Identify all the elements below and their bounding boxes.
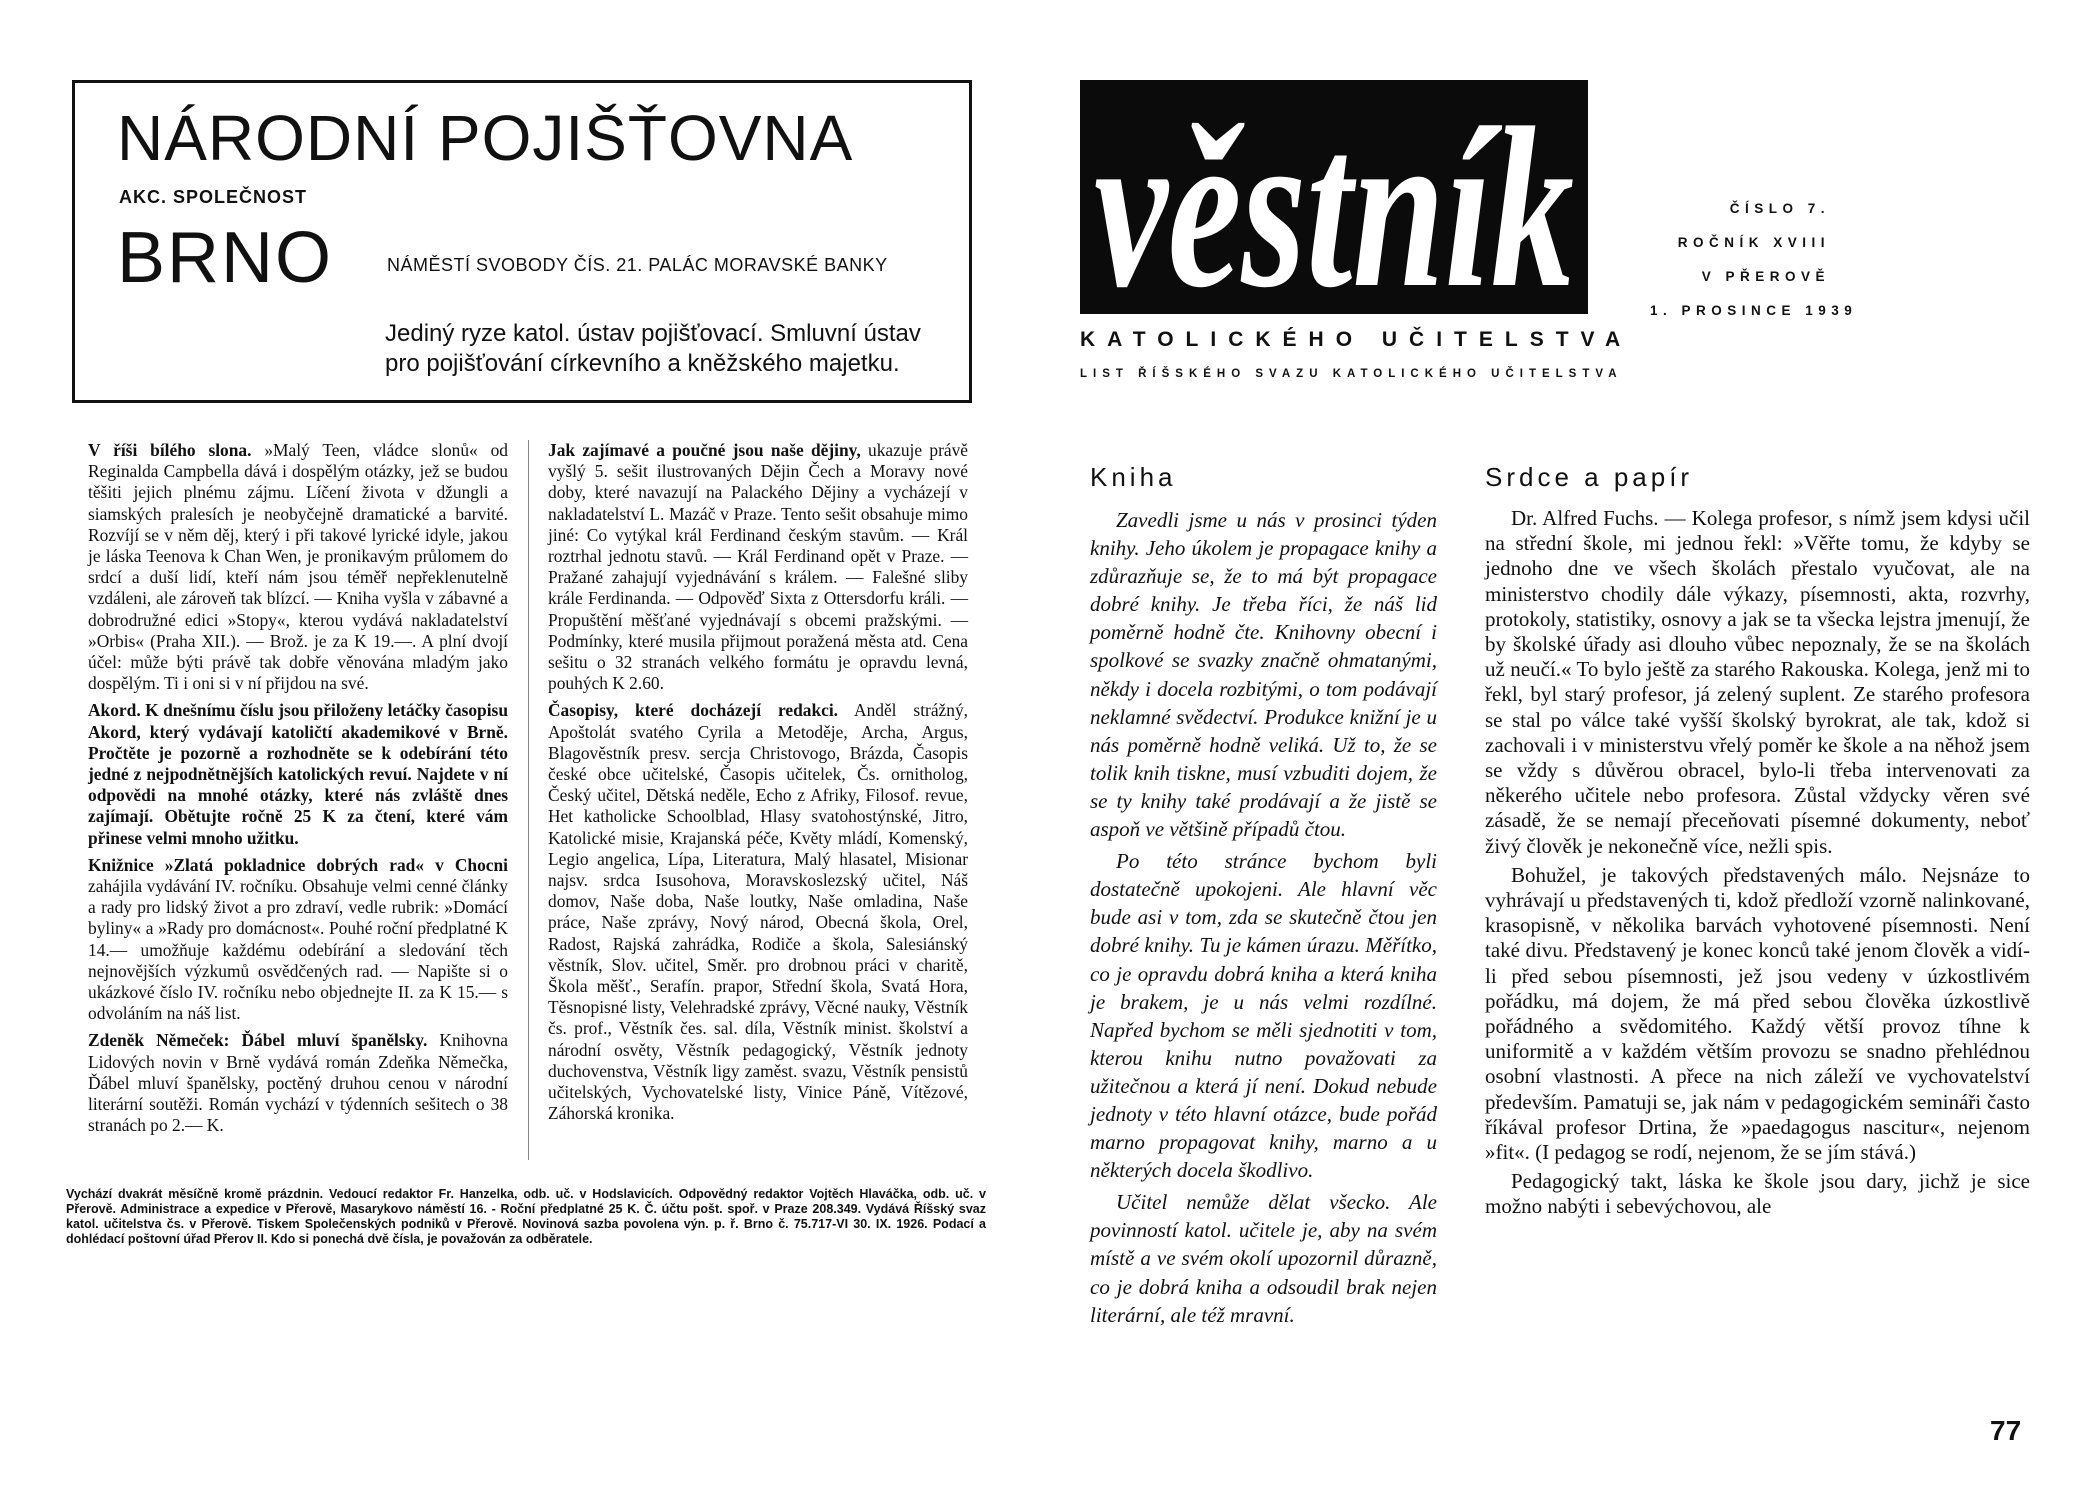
masthead-subtitle: KATOLICKÉHO UČITELSTVA bbox=[1080, 328, 1633, 351]
advertisement-box bbox=[72, 80, 972, 403]
news-item: Zdeněk Němeček: Ďábel mluví španělsky. Knihovna Lidových novin v Brně vydává román Zdeňka Němečka, Ďábel mluví španělsky, poctěný druhou cenou v národní literární soutěži. Román vychází v týdenních sešitech o 38 stranách po 2.— K. bbox=[88, 1030, 508, 1136]
article-title-srdce: Srdce a papír bbox=[1485, 462, 1694, 492]
news-column-1 bbox=[88, 440, 508, 1143]
masthead-title: věstník bbox=[1094, 80, 1574, 314]
paragraph: Dr. Alfred Fuchs. — Kolega profesor, s nímž jsem kdysi učil na střední škole, mi jednou řekl: »Věřte tomu, že kdyby se jednoho dne ve všech školách přestalo vyučovat, ale na ministerstvo chodily dále výkazy, písemnosti, akta, rozvrhy, protokoly, statistiky, osnovy a jak se ta všecka lejstra jmenují, že by školské úřady asi dlouho vůbec nepoznaly, že se na školách už neučí.« To bylo ještě za starého Rakouska. Kolega, jenž mi to řekl, byl starý profesor, já zelený suplent. Ze starého profesora se stal po válce také vyšší školský byrokrat, ale tak, kdož si zachovali i v ministerstvu vřelý poměr ke škole a na něhož jsem se vždy s důvěrou obracel, bylo-li třeba intervenovati za někerého učitele nebo profesora. Zůstal vždycky věren své zásadě, že se nemají přeceňovati písemné dokumenty, neboť živý člověk je nekonečně více, nežli spis. bbox=[1485, 506, 2030, 858]
ad-slogan: Jediný ryze katol. ústav pojišťovací. Smluvní ústav pro pojišťování církevního a kněžského majetku. bbox=[385, 320, 921, 377]
masthead-title-graphic bbox=[1080, 80, 1588, 314]
issue-date: 1. PROSINCE 1939 bbox=[1650, 303, 1858, 318]
article-srdce bbox=[1485, 506, 2030, 1224]
issue-volume: ROČNÍK XVIII bbox=[1677, 235, 1830, 250]
right-page bbox=[1050, 0, 2082, 1500]
paragraph: Učitel nemůže dělat všecko. Ale povinností katol. učitele je, aby na svém místě a ve svém okolí upozornil důrazně, co je dobrá kniha a odsoudil brak nejen literární, ale též mravní. bbox=[1090, 1190, 1437, 1327]
news-item: Jak zajímavé a poučné jsou naše dějiny, ukazuje právě vyšlý 5. sešit ilustrovaných Dějin Čech a Moravy nové doby, které navazují na Palackého Dějiny a vycházejí v nakladatelství L. Mazáč v Praze. Tento sešit obsahuje mimo jiné: Co vytýkal král Ferdinand českým stavům. — Král roztrhal jednotu stavů. — Král Ferdinand opět v Praze. — Pražané zahajují vyjednávání s králem. — Falešné sliby krále Ferdinanda. — Odpověď Sixta z Ottersdorfu králi. — Propuštění měšťané vyjednávají s obcemi pražskými. — Podmínky, které musila přijmout poražená města atd. Cena sešitu o 32 stranách velkého formátu je opravdu levná, pouhých K 2.60. bbox=[548, 440, 968, 694]
news-item: Knižnice »Zlatá pokladnice dobrých rad« v Chocni zahájila vydávání IV. ročníku. Obsahuje velmi cenné články a rady pro lidský život a pro zdraví, vedle rubrik: »Domácí byliny« a »Rady pro domácnost«. Pouhé roční předplatné K 14.— umožňuje každému odebírání a sledování těch nejnovějších výzkumů osvědčených rad. — Napište si o ukázkové číslo IV. ročníku nebo objednejte II. za K 15.— s odvoláním na náš list. bbox=[88, 854, 508, 1024]
ad-city: BRNO bbox=[117, 218, 334, 298]
imprint-text: Vychází dvakrát měsíčně kromě prázdnin. Vedoucí redaktor Fr. Hanzelka, odb. uč. v Hodslavicích. Odpovědný redaktor Vojtěch Hlaváčka, odb. uč. v Přerově. Administrace a expedice v Přerově, Masarykovo náměstí 16. - Roční předplatné 25 K. Č. účtu pošt. spoř. v Praze 208.349. Vydává Říšský svaz katol. učitelstva čs. v Přerově. Tiskem Společenských podniků v Přerově. Novinová sazba povolena výn. p. ř. Brno č. 75.717-VI 30. IX. 1926. Podací a dohlédací poštovní úřad Přerov II. Kdo si ponechá dvě čísla, je považován za odběratele. bbox=[66, 1187, 986, 1246]
ad-address: NÁMĚSTÍ SVOBODY ČÍS. 21. PALÁC MORAVSKÉ BANKY bbox=[387, 255, 888, 275]
issue-place: V PŘEROVĚ bbox=[1701, 269, 1830, 284]
page-number: 77 bbox=[1990, 1415, 2022, 1446]
paragraph: Pedagogický takt, láska ke škole jsou dary, jichž je sice možno nabýti i sebevýchovou, ale bbox=[1485, 1169, 2030, 1219]
news-column-2 bbox=[548, 440, 968, 1131]
paragraph: Po této stránce bychom byli dostatečně upokojeni. Ale hlavní věc bude asi v tom, zda se skutečně čtou jen dobré knihy. Tu je kámen úrazu. Měřítko, co je opravdu dobrá kniha a která kniha je brakem, je u nás velmi rozdílné. Napřed bychom se měli sjednotiti v tom, kterou knihu nutno považovati za užitečnou a která jí není. Dokud nebude jednoty v této hlavní otázce, bude pořád marno propagovat knihy, marno a u některých docela škodlivo. bbox=[1090, 849, 1437, 1183]
article-title-kniha: Kniha bbox=[1090, 462, 1177, 492]
masthead-subtitle-2: LIST ŘÍŠSKÉHO SVAZU KATOLICKÉHO UČITELSTVA bbox=[1080, 368, 1623, 380]
paragraph: Zavedli jsme u nás v prosinci týden knihy. Jeho úkolem je propagace knihy a zdůrazňuje se, že to má být propagace dobré knihy. Je třeba říci, že náš lid poměrně hodně čte. Knihovny obecní i spolkové se svazky značně ohmatanými, někdy i docela rozbitými, o tom podávají neklamné svědectví. Produkce knižní je u nás poměrně hodně veliká. Už to, že se tolik knih tiskne, musí vzbuditi dojem, že se ty knihy také prodávají a že jistě se aspoň ve většině případů čtou. bbox=[1090, 508, 1437, 842]
column-divider bbox=[528, 440, 529, 1160]
news-item: Časopisy, které docházejí redakci. Anděl strážný, Apoštolát svatého Cyrila a Metoděje, Archa, Argus, Blagověstník presv. sercja Christovogo, Brázda, Časopis české obce učitelské, Časopis učitelek, Čs. ornitholog, Český učitel, Dětská neděle, Echo z Afriky, Filosof. revue, Het katholicke Schoolblad, Hlasy svatohostýnské, Jitro, Katolické misie, Krajanská péče, Květy mládí, Komenský, Legio angelica, Lípa, Literatura, Malý hlasatel, Misionar najsv. srdca Isusohova, Moravskoslezský učitel, Náš domov, Naše doba, Naše loutky, Naše omladina, Naše práce, Naše zprávy, Nový národ, Obecná škola, Orel, Radost, Rajská zahrádka, Rodiče a škola, Salesiánský věstník, Slov. učitel, Směr. pro drobnou práci v charitě, Škola měšť., Serafín. prapor, Střední škola, Svatá Hora, Těsnopisné listy, Velehradské zprávy, Věcné nauky, Věstník čs. prof., Věstník čes. sal. díla, Věstník minist. školství a národní osvěty, Věstník pedagogický, Věstník jednoty duchovenstva, Věstník ligy zaměst. svazu, Věstník pensistů učitelských, Vychovatelské listy, Vinice Páně, Vítězové, Záhorská kronika. bbox=[548, 700, 968, 1124]
article-kniha bbox=[1090, 506, 1437, 1333]
left-page bbox=[0, 0, 1040, 1500]
ad-subtitle: AKC. SPOLEČNOST bbox=[119, 187, 308, 207]
issue-number: ČÍSLO 7. bbox=[1729, 201, 1830, 216]
issue-info bbox=[1650, 192, 1858, 328]
ad-company-name: NÁRODNÍ POJIŠŤOVNA bbox=[117, 102, 854, 174]
masthead-logo bbox=[1080, 80, 1588, 314]
news-item: Akord. K dnešnímu číslu jsou přiloženy letáčky časopisu Akord, který vydávají katoličtí akademikové v Brně. Pročtěte je pozorně a rozhodněte se k odebírání této jedné z nejpodnětnějších katolických revuí. Najdete v ní odpovědi na mnohé otázky, které nás zvláště dnes zajímají. Obětujte ročně 25 K za čtení, které vám přinese velmi mnoho užitku. bbox=[88, 700, 508, 848]
paragraph: Bohužel, je takových představených málo. Nejsnáze to vyhrávají u představených ti, kdož předloží vzorně nalinkované, krasopisně, v několika barvách vyhotovené písemnosti. Není také divu. Představený je konec konců také jenom člověk a vidí-li před sebou písemnosti, jež jsou vedeny v úzkostlivém pořádku, má dojem, že má před sebou člověka úzkostlivě pořádného a svědomitého. Každý větší provoz tíhne k uniformitě a v každém větším provozu se snadno přehlédnou osobní vlastnosti. A přece na nich záleží ve vychovatelství především. Pamatuji se, jak nám v pedagogickém semináři často říkával profesor Drtina, že »paedagogus nascitur«, nejenom »fit«. (I pedagog se rodí, nejenom, že se jím stává.) bbox=[1485, 862, 2030, 1165]
news-item: V říši bílého slona. »Malý Teen, vládce slonů« od Reginalda Campbella dává i dospělým otázky, jež se budou těšiti jejich plnému zájmu. Líčení života v džungli a siamských pralesích je neobyčejně dramatické a barvité. Rozvíjí se v něm děj, který i při takové lyrické idyle, jakou je láska Teenova k Chan Wen, je pronikavým průlomem do srdcí a duší lidí, kteří nám jsou téměř nepřeklenutelně vzdáleni, ale zároveň tak blízcí. — Kniha vyšla v zábavné a dobrodružné edici »Stopy«, kterou vydává nakladatelství »Orbis« (Praha XII.). — Brož. je za K 19.—. A plní dvojí účel: může býti právě tak dobře věnována mladým jako dospělým. Ti i oni si v ní přijdou na své. bbox=[88, 440, 508, 694]
